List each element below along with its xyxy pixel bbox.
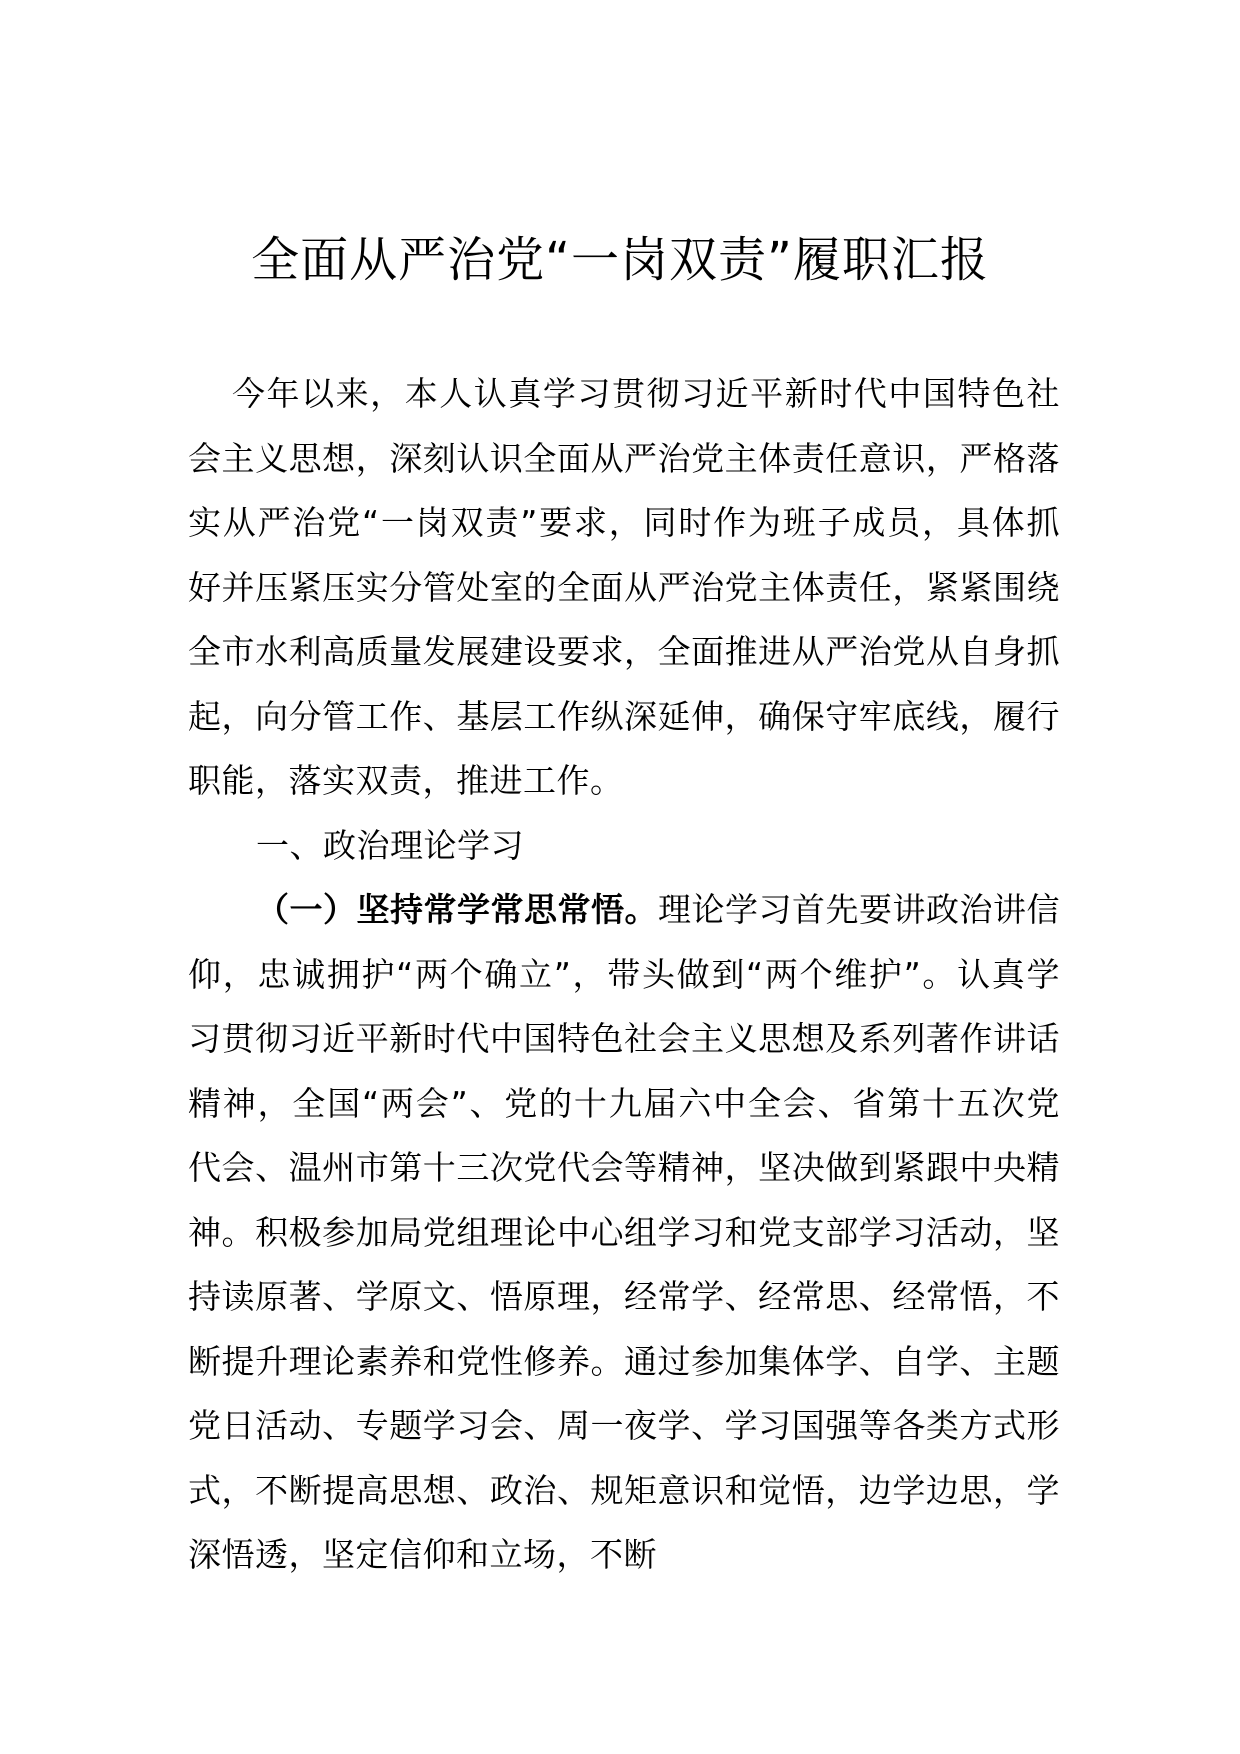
document-title: 全面从严治党“一岗双责”履职汇报: [251, 232, 989, 288]
intro-paragraph: 今年以来，本人认真学习贯彻习近平新时代中国特色社会主义思想，深刻认识全面从严治党主体责任意识，严格落实从严治党“一岗双责”要求，同时作为班子成员，具体抓好并压紧压实分管处室的全面从严治党主体责任，紧紧围绕全市水利高质量发展建设要求，全面推进从严治党从自身抓起，向分管工作、基层工作纵深延伸，确保守牢底线，履行职能，落实双责，推进工作。: [188, 374, 1060, 800]
subsection-text: 理论学习首先要讲政治讲信仰，忠诚拥护“两个确立”，带头做到“两个维护”。认真学习贯彻习近平新时代中国特色社会主义思想及系列著作讲话精神，全国“两会”、党的十九届六中全会、省第十五次党代会、温州市第十三次党代会等精神，坚决做到紧跟中央精神。积极参加局党组理论中心组学习和党支部学习活动，坚持读原著、学原文、悟原理，经常学、经常思、经常悟，不断提升理论素养和党性修养。通过参加集体学、自学、主题党日活动、专题学习会、周一夜学、学习国强等各类方式形式，不断提高思想、政治、规矩意识和觉悟，边学边思，学深悟透，坚定信仰和立场，不断: [188, 890, 1060, 1574]
section-heading-political-study: 一、政治理论学习: [256, 826, 524, 865]
subsection-lead: （一）坚持常学常思常悟。: [256, 890, 658, 929]
subsection-paragraph-study: [188, 878, 1060, 1588]
